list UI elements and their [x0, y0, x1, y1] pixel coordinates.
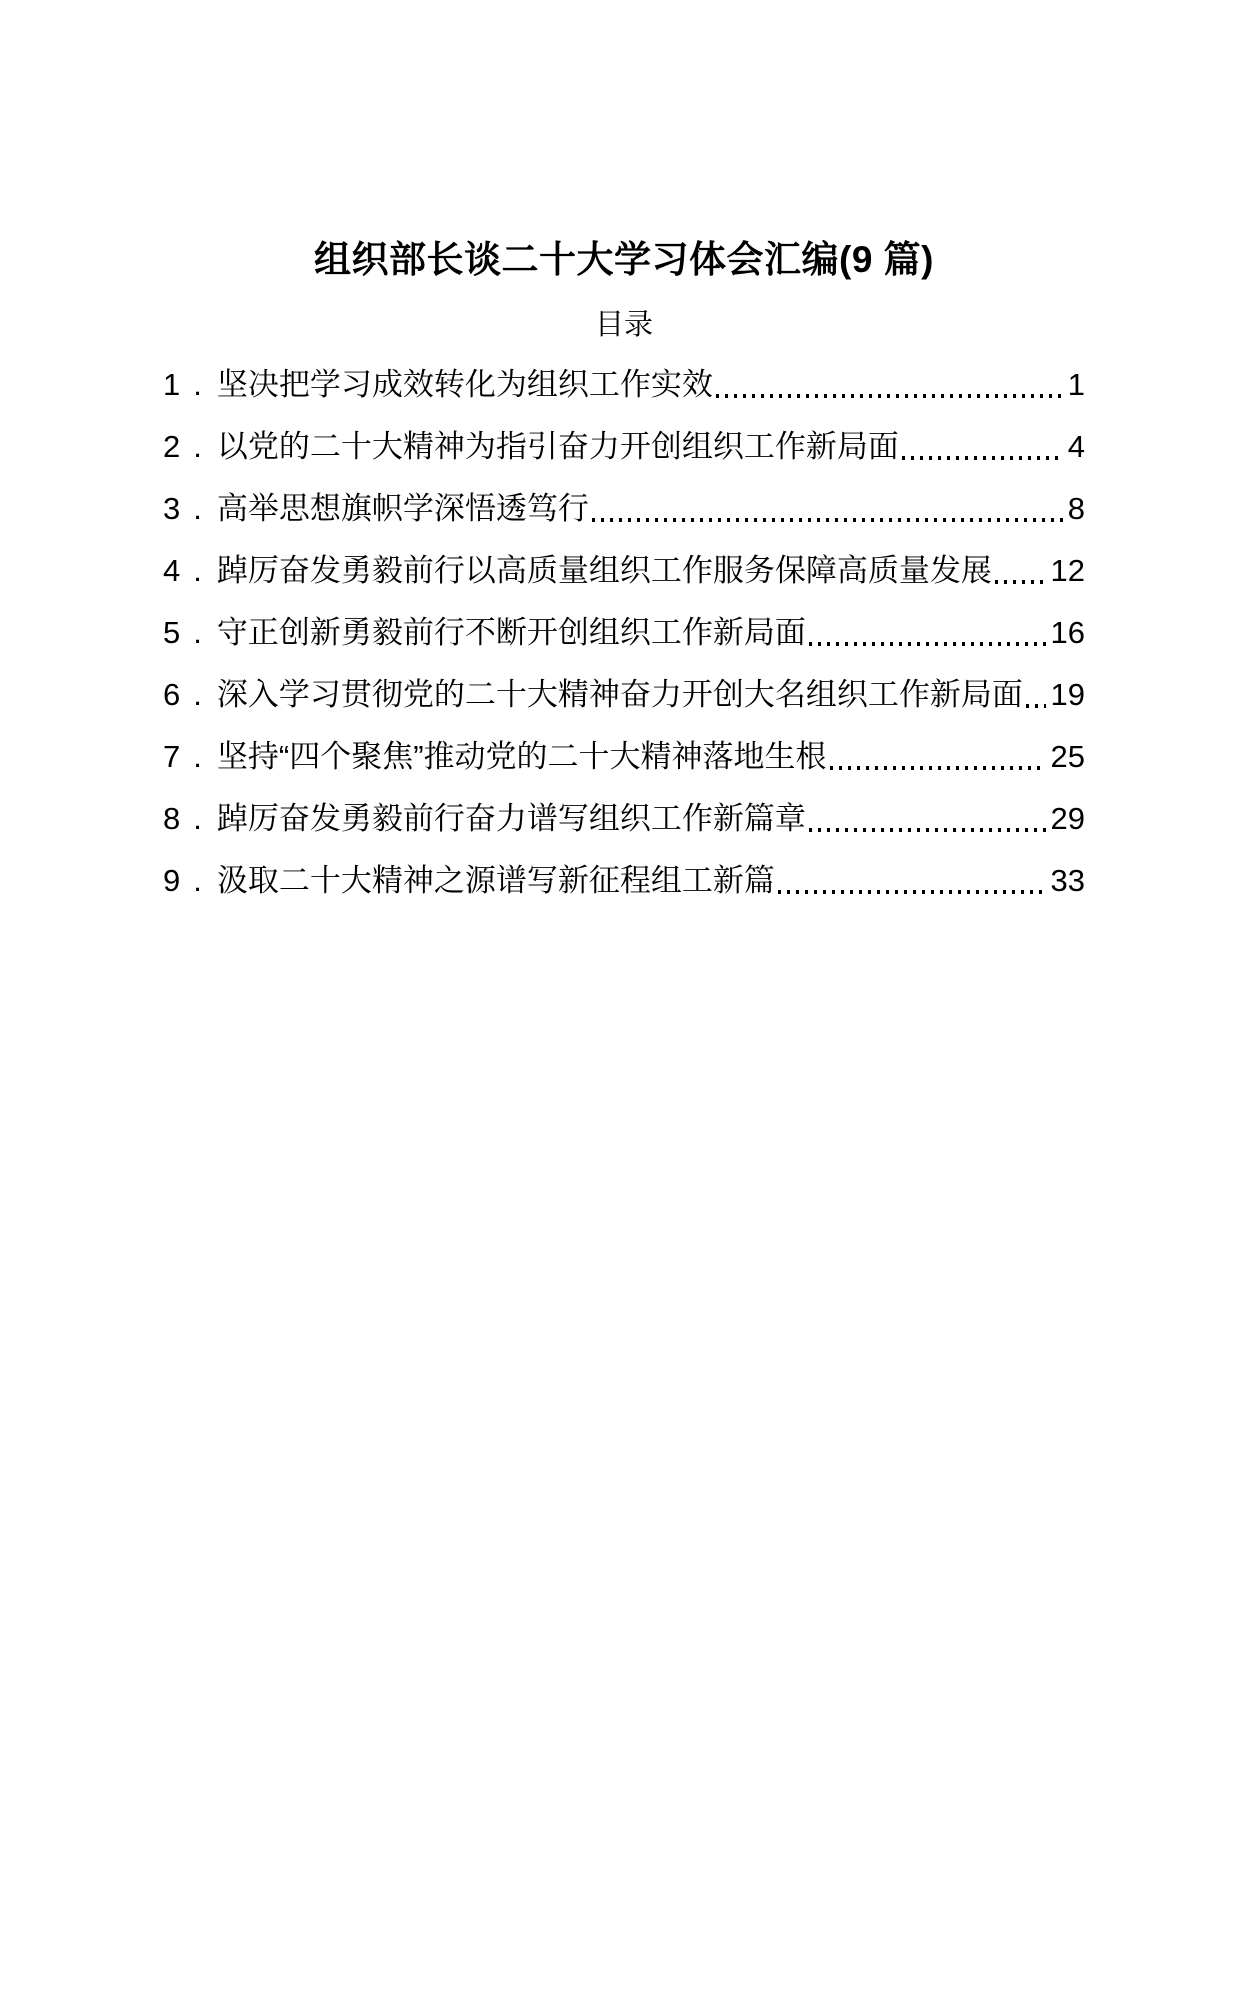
toc-entry-separator: .: [193, 615, 202, 650]
toc-entry-number: 3: [163, 491, 181, 526]
toc-entry-page: 4: [1067, 429, 1085, 464]
toc-entry-page: 1: [1067, 367, 1085, 402]
dot-leader: [716, 394, 1063, 398]
toc-entry[interactable]: [163, 850, 1085, 912]
dot-leader: [592, 518, 1063, 522]
toc-entry-separator: .: [193, 863, 202, 898]
toc-entry-number: 7: [163, 739, 181, 774]
dot-leader: [995, 580, 1046, 584]
toc-entry[interactable]: [163, 478, 1085, 540]
toc-entry-title: 高举思想旗帜学深悟透笃行: [216, 491, 589, 526]
toc-entry-number: 4: [163, 553, 181, 588]
toc-entry-page: 16: [1050, 615, 1085, 650]
toc-entry-page: 8: [1067, 491, 1085, 526]
toc-entry[interactable]: [163, 540, 1085, 602]
toc-entry-title: 深入学习贯彻党的二十大精神奋力开创大名组织工作新局面: [216, 677, 1023, 712]
toc-entry-title: 坚持“四个聚焦”推动党的二十大精神落地生根: [216, 739, 827, 774]
toc-entry[interactable]: [163, 788, 1085, 850]
document-title: 组织部长谈二十大学习体会汇编(9 篇): [314, 239, 934, 280]
toc-entry[interactable]: [163, 354, 1085, 416]
toc-entry-page: 29: [1050, 801, 1085, 836]
dot-leader: [809, 828, 1046, 832]
document-page: [0, 238, 1240, 1992]
toc-entry[interactable]: [163, 726, 1085, 788]
toc-entry-title: 踔厉奋发勇毅前行奋力谱写组织工作新篇章: [216, 801, 806, 836]
toc-entry[interactable]: [163, 416, 1085, 478]
toc-entry[interactable]: [163, 664, 1085, 726]
toc-entry-page: 33: [1050, 863, 1085, 898]
dot-leader: [830, 766, 1046, 770]
toc-heading: 目录: [594, 309, 653, 341]
toc-entry-title: 汲取二十大精神之源谱写新征程组工新篇: [216, 863, 775, 898]
toc-entry-number: 8: [163, 801, 181, 836]
toc-entry-separator: .: [193, 367, 202, 402]
toc-entry-separator: .: [193, 491, 202, 526]
toc-entry-separator: .: [193, 429, 202, 464]
toc-entry-number: 5: [163, 615, 181, 650]
toc-entry-separator: .: [193, 801, 202, 836]
toc-entry-number: 1: [163, 367, 181, 402]
toc-entry-number: 6: [163, 677, 181, 712]
dot-leader: [1026, 704, 1046, 708]
toc-entry-title: 守正创新勇毅前行不断开创组织工作新局面: [216, 615, 806, 650]
dot-leader: [809, 642, 1046, 646]
toc-entry-title: 以党的二十大精神为指引奋力开创组织工作新局面: [216, 429, 899, 464]
dot-leader: [778, 890, 1046, 894]
dot-leader: [902, 456, 1063, 460]
toc-entry-separator: .: [193, 739, 202, 774]
toc-entry-page: 12: [1050, 553, 1085, 588]
toc-entry-number: 9: [163, 863, 181, 898]
toc-entry-number: 2: [163, 429, 181, 464]
toc-entry-page: 25: [1050, 739, 1085, 774]
toc-entry-separator: .: [193, 677, 202, 712]
toc-entry-title: 坚决把学习成效转化为组织工作实效: [216, 367, 713, 402]
toc-entry-page: 19: [1050, 677, 1085, 712]
toc-entry-title: 踔厉奋发勇毅前行以高质量组织工作服务保障高质量发展: [216, 553, 992, 588]
toc-entry[interactable]: [163, 602, 1085, 664]
toc-list: [163, 354, 1085, 912]
toc-entry-separator: .: [193, 553, 202, 588]
